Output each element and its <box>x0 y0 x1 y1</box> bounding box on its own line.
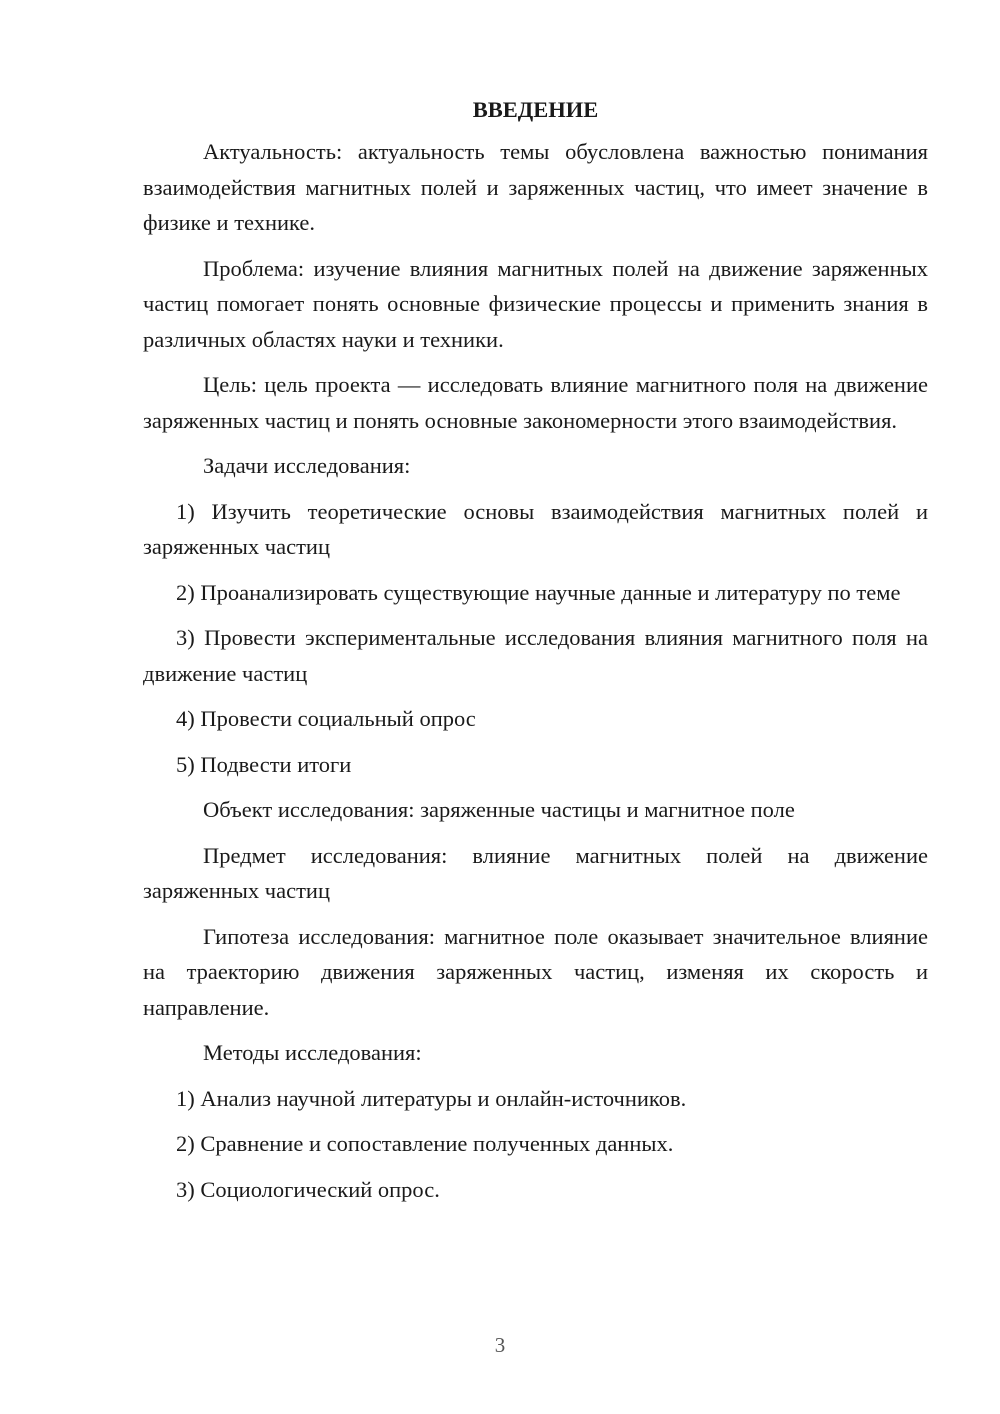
task-item-1: 1) Изучить теоретические основы взаимодействия магнитных полей и заряженных частиц <box>143 498 928 559</box>
subject-paragraph: Предмет исследования: влияние магнитных полей на движение заряженных частиц <box>143 842 928 903</box>
method-item-2: 2) Сравнение и сопоставление полученных данных. <box>176 1131 674 1156</box>
section-heading: ВВЕДЕНИЕ <box>472 97 599 122</box>
method-item-1: 1) Анализ научной литературы и онлайн-источников. <box>176 1085 687 1111</box>
task-item-4: 4) Провести социальный опрос <box>176 706 476 731</box>
method-item-3: 3) Социологический опрос. <box>176 1176 440 1202</box>
object-paragraph: Объект исследования: заряженные частицы и магнитное поле <box>203 797 795 822</box>
hypothesis-paragraph: Гипотеза исследования: магнитное поле оказывает значительное влияние на траекторию движения заряженных частиц, изменяя их скорость и направление. <box>143 923 928 1020</box>
methods-title: Методы исследования: <box>203 1040 422 1065</box>
tasks-title: Задачи исследования: <box>203 453 411 478</box>
relevance-paragraph: Актуальность: актуальность темы обусловлена важностью понимания взаимодействия магнитных полей и заряженных частиц, что имеет значение в физике и технике. <box>143 139 928 235</box>
task-item-2: 2) Проанализировать существующие научные данные и литературу по теме <box>176 579 901 605</box>
page-number: 3 <box>494 1333 506 1357</box>
problem-paragraph: Проблема: изучение влияния магнитных полей на движение заряженных частиц помогает понять основные физические процессы и применить знания в различных областях науки и техники. <box>143 255 928 352</box>
task-item-5: 5) Подвести итоги <box>176 751 352 777</box>
page-content <box>143 92 928 1217</box>
task-item-3: 3) Провести экспериментальные исследования влияния магнитного поля на движение частиц <box>143 625 928 686</box>
goal-paragraph: Цель: цель проекта — исследовать влияние магнитного поля на движение заряженных частиц и понять основные закономерности этого взаимодействия. <box>143 372 928 433</box>
